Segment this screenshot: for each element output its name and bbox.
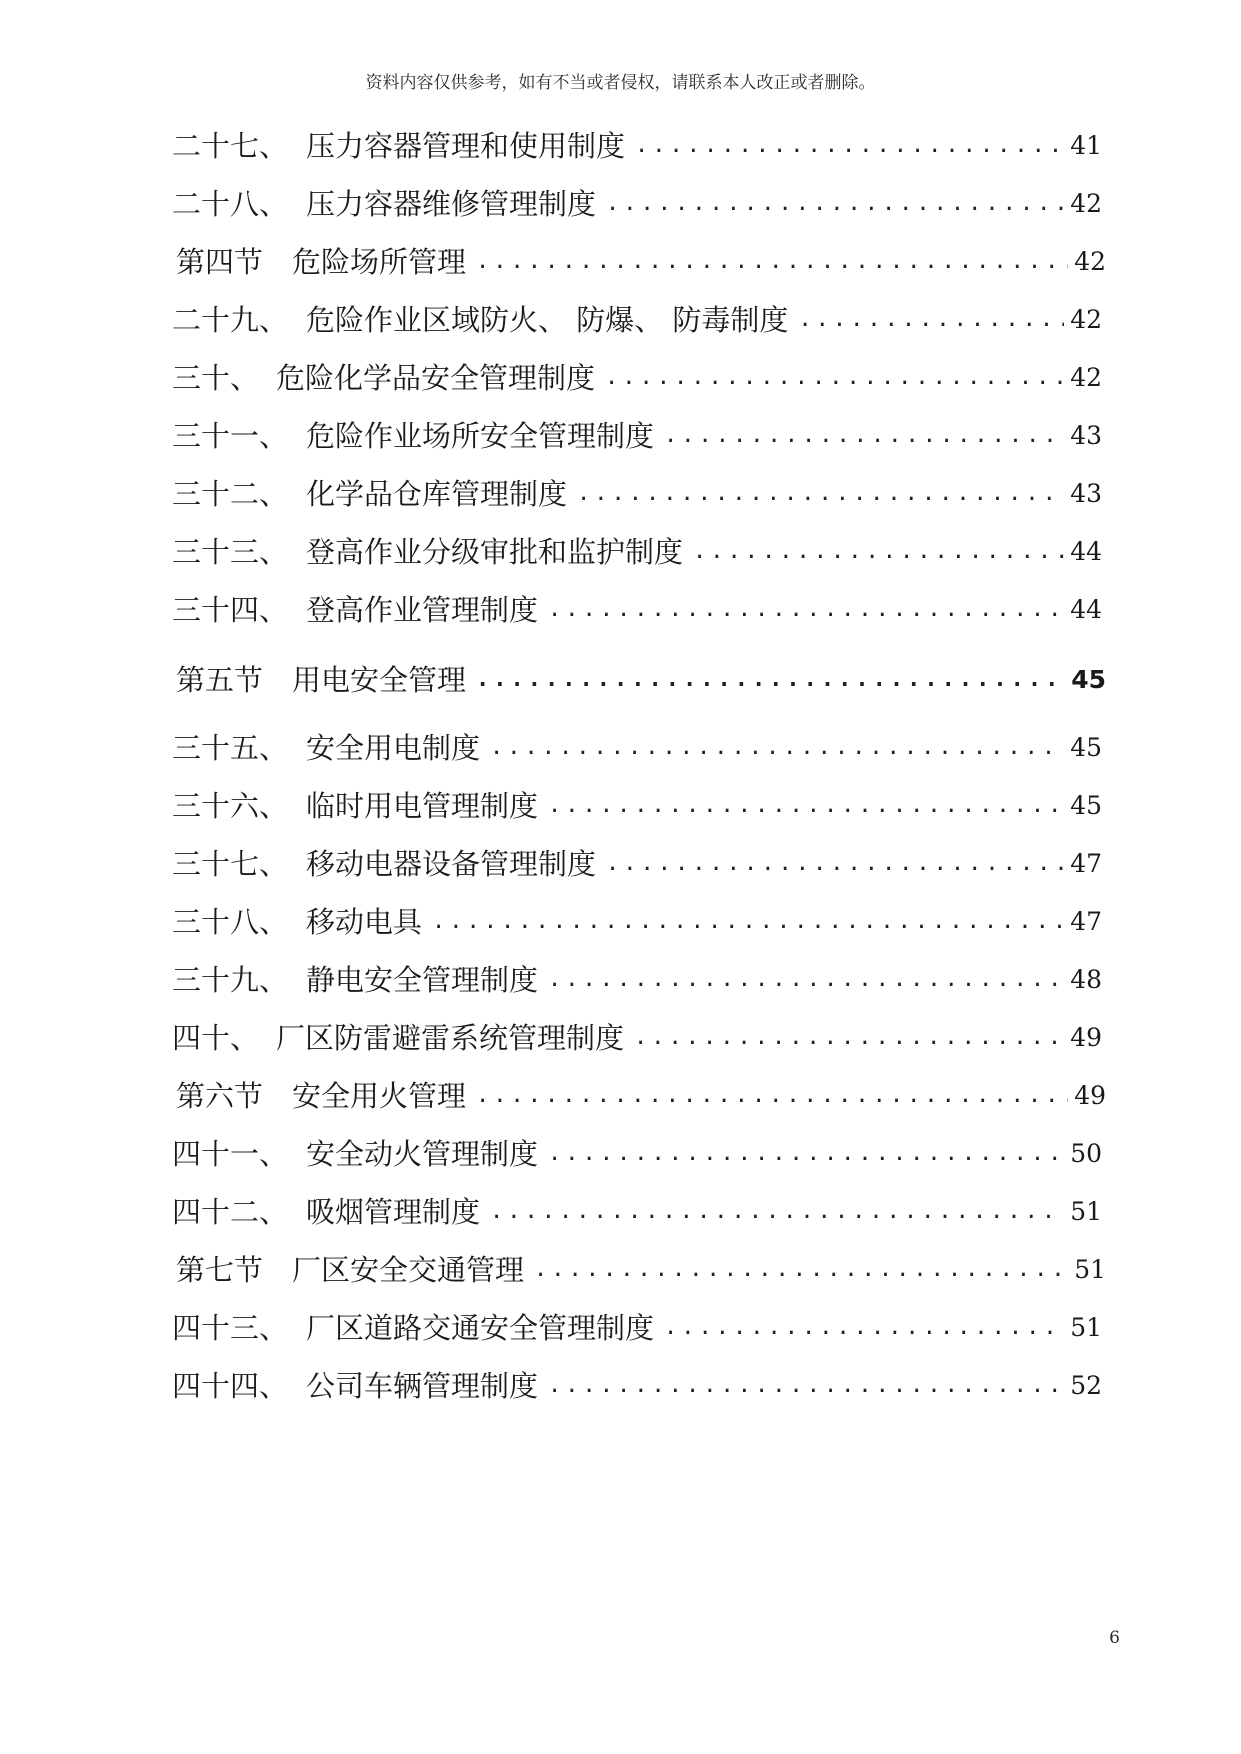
toc-entry-page-number: 44 — [1070, 595, 1102, 624]
toc-dot-leader — [548, 786, 1064, 826]
toc-entry-title: 安全用火管理 — [292, 1079, 467, 1113]
toc-entry-title: 压力容器维修管理制度 — [306, 187, 597, 221]
toc-entry-number: 二十九、 — [172, 303, 289, 337]
toc-section-entry[interactable] — [176, 660, 1106, 700]
toc-entry-number: 四十三、 — [172, 1311, 289, 1345]
toc-entry-number: 三十四、 — [172, 593, 289, 627]
toc-entry-number: 第四节 — [176, 245, 264, 279]
toc-entry-title: 危险作业场所安全管理制度 — [306, 419, 655, 453]
toc-entry-title: 静电安全管理制度 — [306, 963, 539, 997]
toc-dot-leader — [605, 358, 1064, 398]
toc-entry[interactable] — [172, 728, 1102, 768]
toc-entry-number: 三十五、 — [172, 731, 289, 765]
toc-entry[interactable] — [172, 358, 1102, 398]
toc-dot-leader — [490, 728, 1064, 768]
toc-dot-leader — [534, 1250, 1068, 1290]
toc-entry-number: 三十二、 — [172, 477, 289, 511]
toc-entry[interactable] — [172, 300, 1102, 340]
toc-dot-leader — [798, 300, 1064, 340]
toc-dot-leader — [693, 532, 1064, 572]
toc-entry-number: 第七节 — [176, 1253, 264, 1287]
toc-entry-number: 三十九、 — [172, 963, 289, 997]
toc-entry-number: 三十、 — [172, 361, 260, 395]
toc-entry[interactable] — [172, 902, 1102, 942]
toc-dot-leader — [664, 1308, 1064, 1348]
toc-entry-number: 四十、 — [172, 1021, 260, 1055]
toc-entry-page-number: 42 — [1070, 189, 1102, 218]
toc-entry-page-number: 47 — [1070, 907, 1102, 936]
toc-entry-title: 安全动火管理制度 — [306, 1137, 539, 1171]
toc-entry-title: 公司车辆管理制度 — [306, 1369, 539, 1403]
toc-entry-page-number: 49 — [1070, 1023, 1102, 1052]
toc-entry[interactable] — [172, 1366, 1102, 1406]
toc-entry[interactable] — [172, 590, 1102, 630]
toc-entry-page-number: 51 — [1070, 1197, 1102, 1226]
toc-entry-number: 三十六、 — [172, 789, 289, 823]
toc-entry-title: 厂区安全交通管理 — [292, 1253, 525, 1287]
toc-entry-page-number: 44 — [1070, 537, 1102, 566]
toc-section-entry[interactable] — [176, 242, 1106, 282]
toc-entry-title: 危险场所管理 — [292, 245, 467, 279]
toc-entry-title: 登高作业管理制度 — [306, 593, 539, 627]
toc-entry-title: 安全用电制度 — [306, 731, 481, 765]
toc-dot-leader — [476, 242, 1068, 282]
toc-dot-leader — [664, 416, 1064, 456]
toc-entry[interactable] — [172, 1192, 1102, 1232]
toc-entry-title: 用电安全管理 — [292, 663, 467, 697]
toc-entry-page-number: 50 — [1070, 1139, 1102, 1168]
toc-entry-number: 三十三、 — [172, 535, 289, 569]
toc-entry-page-number: 43 — [1070, 421, 1102, 450]
toc-entry-title: 移动电器设备管理制度 — [306, 847, 597, 881]
toc-entry-title: 临时用电管理制度 — [306, 789, 539, 823]
page-number: 6 — [1109, 1628, 1120, 1648]
toc-entry[interactable] — [172, 474, 1102, 514]
toc-entry-title: 吸烟管理制度 — [306, 1195, 481, 1229]
toc-entry-page-number: 43 — [1070, 479, 1102, 508]
toc-entry[interactable] — [172, 416, 1102, 456]
toc-dot-leader — [476, 660, 1065, 700]
toc-dot-leader — [635, 126, 1064, 166]
toc-entry-number: 四十四、 — [172, 1369, 289, 1403]
toc-entry[interactable] — [172, 126, 1102, 166]
toc-dot-leader — [606, 844, 1064, 884]
toc-dot-leader — [548, 1134, 1064, 1174]
toc-entry-page-number: 41 — [1070, 131, 1102, 160]
toc-entry[interactable] — [172, 786, 1102, 826]
toc-entry-number: 二十七、 — [172, 129, 289, 163]
toc-entry-number: 第六节 — [176, 1079, 264, 1113]
toc-entry-page-number: 42 — [1074, 247, 1106, 276]
toc-entry-page-number: 45 — [1071, 665, 1106, 694]
toc-entry-page-number: 47 — [1070, 849, 1102, 878]
toc-entry-title: 登高作业分级审批和监护制度 — [306, 535, 684, 569]
toc-dot-leader — [548, 960, 1064, 1000]
toc-entry-title: 危险作业区域防火、 防爆、 防毒制度 — [306, 303, 789, 337]
toc-entry-page-number: 42 — [1070, 305, 1102, 334]
toc-entry-page-number: 48 — [1070, 965, 1102, 994]
toc-dot-leader — [432, 902, 1064, 942]
page-header-disclaimer: 资料内容仅供参考，如有不当或者侵权，请联系本人改正或者删除。 — [365, 73, 876, 93]
toc-dot-leader — [490, 1192, 1064, 1232]
toc-entry-number: 三十八、 — [172, 905, 289, 939]
toc-entry-number: 三十一、 — [172, 419, 289, 453]
toc-entry-page-number: 45 — [1070, 791, 1102, 820]
toc-entry-page-number: 42 — [1070, 363, 1102, 392]
toc-entry-page-number: 52 — [1070, 1371, 1102, 1400]
toc-entry-number: 第五节 — [176, 663, 264, 697]
toc-entry-title: 移动电具 — [306, 905, 423, 939]
toc-entry-title: 危险化学品安全管理制度 — [276, 361, 596, 395]
toc-entry-page-number: 49 — [1074, 1081, 1106, 1110]
toc-dot-leader — [548, 590, 1064, 630]
toc-entry-number: 三十七、 — [172, 847, 289, 881]
toc-entry-title: 化学品仓库管理制度 — [306, 477, 568, 511]
toc-entry[interactable] — [172, 532, 1102, 572]
toc-entry-title: 厂区道路交通安全管理制度 — [306, 1311, 655, 1345]
toc-dot-leader — [577, 474, 1064, 514]
toc-dot-leader — [476, 1076, 1068, 1116]
toc-entry-page-number: 51 — [1074, 1255, 1106, 1284]
toc-entry[interactable] — [172, 1018, 1102, 1058]
toc-entry[interactable] — [172, 1134, 1102, 1174]
toc-entry-page-number: 45 — [1070, 733, 1102, 762]
toc-entry[interactable] — [172, 960, 1102, 1000]
toc-entry-number: 二十八、 — [172, 187, 289, 221]
toc-entry-number: 四十二、 — [172, 1195, 289, 1229]
toc-entry[interactable] — [172, 844, 1102, 884]
toc-entry-page-number: 51 — [1070, 1313, 1102, 1342]
toc-dot-leader — [548, 1366, 1064, 1406]
toc-dot-leader — [634, 1018, 1064, 1058]
toc-entry-number: 四十一、 — [172, 1137, 289, 1171]
toc-entry[interactable] — [172, 184, 1102, 224]
toc-section-entry[interactable] — [176, 1076, 1106, 1116]
toc-entry[interactable] — [172, 1308, 1102, 1348]
toc-entry-title: 厂区防雷避雷系统管理制度 — [276, 1021, 625, 1055]
toc-dot-leader — [606, 184, 1064, 224]
toc-section-entry[interactable] — [176, 1250, 1106, 1290]
toc-entry-title: 压力容器管理和使用制度 — [306, 129, 626, 163]
